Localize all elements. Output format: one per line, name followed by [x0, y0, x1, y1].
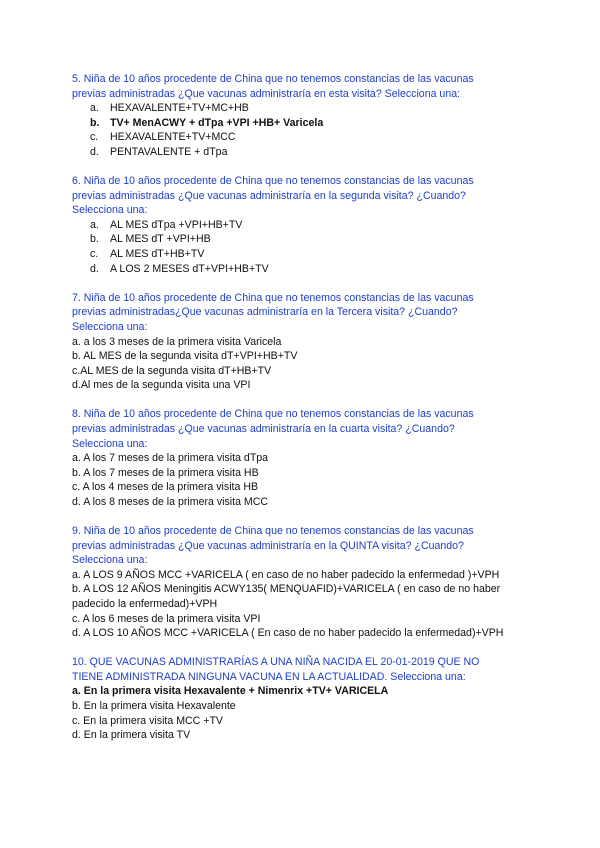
option-c: c. A los 4 meses de la primera visita HB	[72, 481, 259, 494]
option-letter: c.	[90, 131, 99, 144]
question-text: 5. Niña de 10 años procedente de China que no tenemos constancias de las vacunas	[72, 73, 474, 85]
question-text: 10. QUE VACUNAS ADMINISTRARÍAS A UNA NIÑA NACIDA EL 20-01-2019 QUE NO	[72, 656, 480, 669]
option-letter: d.	[90, 262, 99, 275]
option-b: b. En la primera visita Hexavalente	[72, 700, 236, 713]
option-a	[72, 218, 542, 233]
option-b: b. A LOS 12 AÑOS Meningitis ACWY135( MENQUAFID)+VARICELA ( en caso de no haber	[72, 583, 501, 596]
option-text: TV+ MenACWY + dTpa +VPI +HB+ Varicela	[110, 116, 324, 129]
question-text: previas administradas ¿Que vacunas administraría en la segunda visita? ¿Cuando?	[72, 189, 466, 202]
option-text: PENTAVALENTE + dTpa	[110, 145, 228, 158]
question-text: previas administradas ¿Que vacunas administraría en la cuarta visita? ¿Cuando?	[72, 422, 455, 435]
option-letter: a.	[90, 218, 99, 231]
question-text: previas administradas¿Que vacunas administraría en la Tercera visita? ¿Cuando?	[72, 306, 458, 319]
option-letter: b.	[90, 233, 99, 246]
question-6	[72, 174, 542, 276]
option-a: a. A los 7 meses de la primera visita dTpa	[72, 452, 269, 465]
question-prompt: Selecciona una:	[72, 204, 148, 217]
option-b	[72, 232, 542, 247]
option-text: HEXAVALENTE+TV+MC+HB	[110, 102, 249, 115]
option-c: c. A los 6 meses de la primera visita VPI	[72, 612, 261, 625]
question-5	[72, 72, 542, 160]
question-prompt: Selecciona una:	[72, 554, 148, 567]
option-letter: d.	[90, 145, 99, 158]
option-text: AL MES dT+HB+TV	[110, 248, 205, 261]
question-9	[72, 524, 542, 641]
question-text: 7. Niña de 10 años procedente de China que no tenemos constancias de las vacunas	[72, 291, 474, 304]
option-d: d. A LOS 10 AÑOS MCC +VARICELA ( En caso de no haber padecido la enfermedad)+VPH	[72, 627, 504, 640]
option-c: c.AL MES de la segunda visita dT+HB+TV	[72, 364, 272, 377]
option-letter: b.	[90, 116, 100, 129]
option-b-continued: padecido la enfermedad)+VPH	[72, 598, 218, 610]
option-c	[72, 130, 542, 145]
option-b-selected	[72, 116, 542, 131]
question-text: TIENE ADMINISTRADA NINGUNA VACUNA EN LA ACTUALIDAD. Selecciona una:	[72, 670, 466, 683]
option-d	[72, 145, 542, 160]
option-d: d. En la primera visita TV	[72, 729, 191, 742]
option-a	[72, 101, 542, 116]
question-text: 6. Niña de 10 años procedente de China que no tenemos constancias de las vacunas	[72, 175, 474, 188]
option-text: HEXAVALENTE+TV+MCC	[110, 131, 236, 144]
option-a: a. A LOS 9 AÑOS MCC +VARICELA ( en caso de no haber padecido la enfermedad )+VPH	[72, 568, 500, 581]
question-text: previas administradas ¿Que vacunas administraría en esta visita? Selecciona una:	[72, 87, 461, 100]
option-a-selected: a. En la primera visita Hexavalente + Nimenrix +TV+ VARICELA	[72, 685, 389, 698]
question-prompt: Selecciona una:	[72, 320, 148, 333]
question-10	[72, 655, 542, 743]
option-b: b. A los 7 meses de la primera visita HB	[72, 466, 259, 479]
option-letter: c.	[90, 248, 99, 261]
option-a: a. a los 3 meses de la primera visita Varicela	[72, 335, 282, 348]
option-c	[72, 247, 542, 262]
option-d	[72, 262, 542, 277]
option-text: AL MES dTpa +VPI+HB+TV	[110, 218, 243, 231]
option-text: A LOS 2 MESES dT+VPI+HB+TV	[110, 262, 269, 275]
option-b: b. AL MES de la segunda visita dT+VPI+HB+TV	[72, 350, 298, 363]
option-letter: a.	[90, 102, 99, 115]
question-8	[72, 407, 542, 509]
option-c: c. En la primera visita MCC +TV	[72, 714, 223, 727]
question-text: 8. Niña de 10 años procedente de China que no tenemos constancias de las vacunas	[72, 408, 474, 421]
question-text: previas administradas ¿Que vacunas administraría en la QUINTA visita? ¿Cuando?	[72, 539, 464, 552]
option-d: d. A los 8 meses de la primera visita MCC	[72, 495, 269, 508]
question-text: 9. Niña de 10 años procedente de China que no tenemos constancias de las vacunas	[72, 525, 474, 538]
document-page	[72, 72, 542, 757]
option-d: d.Al mes de la segunda visita una VPI	[72, 379, 251, 392]
option-text: AL MES dT +VPI+HB	[110, 233, 211, 246]
question-prompt: Selecciona una:	[72, 437, 148, 450]
question-7	[72, 291, 542, 393]
